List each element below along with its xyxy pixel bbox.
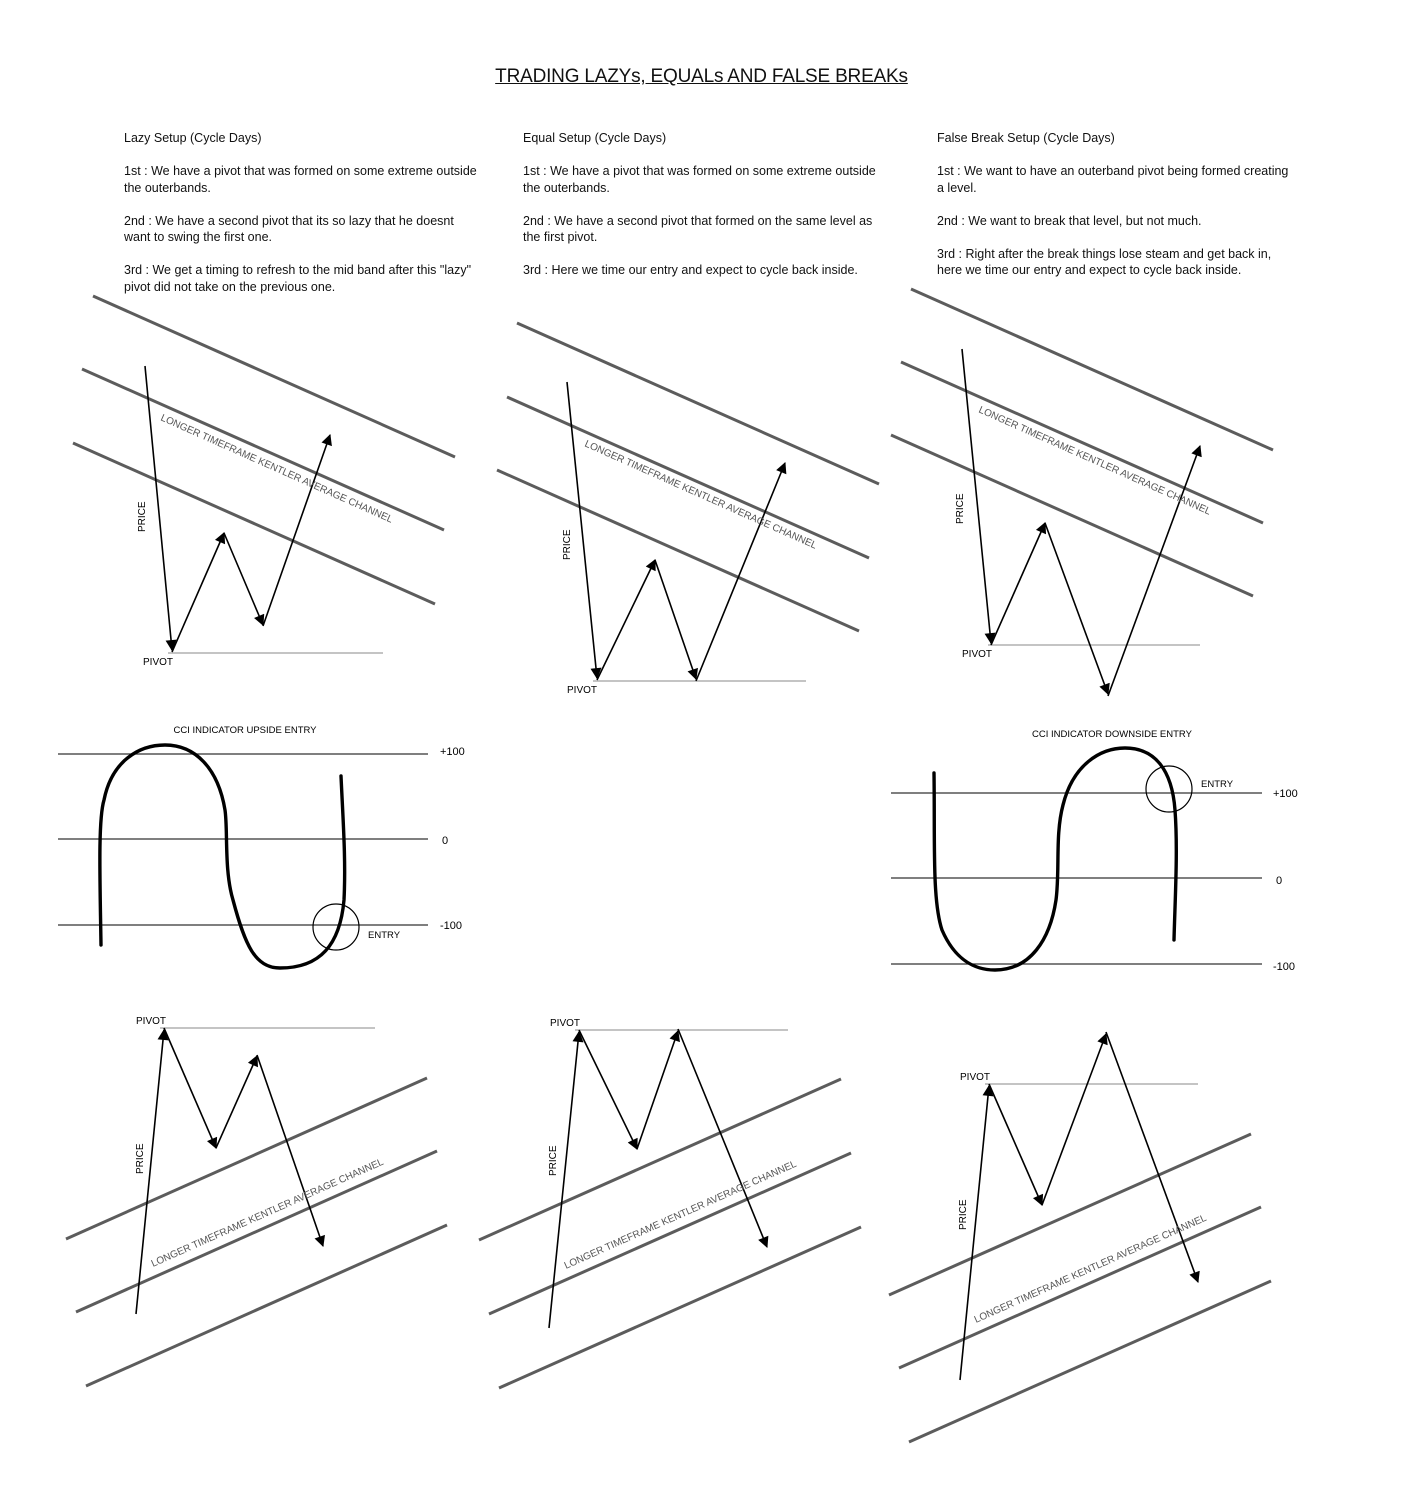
upper-band-line bbox=[517, 323, 879, 484]
cci-minus-100-label: -100 bbox=[1273, 961, 1296, 973]
price-arrow-up bbox=[549, 1032, 579, 1328]
pivot-label: PIVOT bbox=[550, 1018, 581, 1029]
entry-label: ENTRY bbox=[368, 930, 401, 941]
upper-band-line bbox=[889, 1134, 1251, 1295]
page-title: TRADING LAZYs, EQUALs AND FALSE BREAKs bbox=[495, 66, 908, 87]
keltner-channel-bands bbox=[889, 1134, 1271, 1442]
cci-zero-label: 0 bbox=[1276, 875, 1283, 887]
keltner-channel-bands bbox=[66, 1078, 447, 1386]
channel-label: LONGER TIMEFRAME KENTLER AVERAGE CHANNEL bbox=[158, 412, 395, 526]
keltner-channel-bands bbox=[891, 289, 1273, 596]
price-arrow-down bbox=[579, 1030, 637, 1149]
cci-upside-title: CCI INDICATOR UPSIDE ENTRY bbox=[173, 725, 317, 736]
cci-curve bbox=[100, 745, 345, 968]
cci-curve bbox=[934, 748, 1176, 970]
equal-step-1: 1st : We have a pivot that was formed on some extreme outside the outerbands. bbox=[523, 164, 876, 195]
equal-step-2: 2nd : We have a second pivot that formed on the same level as the first pivot. bbox=[523, 213, 873, 244]
false-break-uptrend-diagram bbox=[889, 1032, 1271, 1442]
price-arrow-down bbox=[989, 1084, 1042, 1205]
lower-band-line bbox=[73, 443, 435, 604]
channel-label: LONGER TIMEFRAME KENTLER AVERAGE CHANNEL bbox=[582, 438, 819, 552]
false-break-step-1: 1st : We want to have an outerband pivot being formed creating a level. bbox=[937, 164, 1289, 195]
cci-minus-100-label: -100 bbox=[440, 920, 463, 932]
pivot-label: PIVOT bbox=[567, 685, 598, 696]
pivot-label: PIVOT bbox=[143, 657, 174, 668]
middle-band-line bbox=[76, 1151, 437, 1312]
price-arrow-up bbox=[991, 523, 1045, 645]
upper-band-line bbox=[93, 296, 455, 457]
keltner-channel-bands bbox=[497, 323, 879, 631]
price-arrow-up bbox=[172, 533, 224, 652]
price-arrow-up bbox=[1042, 1034, 1106, 1205]
equal-downtrend-diagram bbox=[497, 323, 879, 696]
middle-band-line bbox=[899, 1207, 1261, 1368]
keltner-channel-bands bbox=[73, 296, 455, 604]
cci-downside-panel bbox=[891, 729, 1298, 973]
false-break-step-2: 2nd : We want to break that level, but not much. bbox=[937, 213, 1202, 228]
cci-plus-100-label: +100 bbox=[440, 746, 465, 758]
lower-band-line bbox=[86, 1225, 447, 1386]
price-arrow-up bbox=[597, 560, 655, 680]
lazy-setup-heading: Lazy Setup (Cycle Days) bbox=[124, 131, 262, 145]
middle-band-line bbox=[489, 1153, 851, 1314]
equal-step-3: 3rd : Here we time our entry and expect to cycle back inside. bbox=[523, 263, 858, 277]
lower-band-line bbox=[909, 1281, 1271, 1442]
price-label: PRICE bbox=[955, 493, 966, 524]
price-arrow-down bbox=[164, 1028, 216, 1148]
price-arrow-down bbox=[962, 349, 991, 643]
pivot-label: PIVOT bbox=[962, 649, 993, 660]
cci-level-lines bbox=[58, 754, 428, 925]
entry-label: ENTRY bbox=[1201, 779, 1234, 790]
pivot-label: PIVOT bbox=[136, 1016, 167, 1027]
lazy-step-2: 2nd : We have a second pivot that its so lazy that he doesnt want to swing the first one. bbox=[124, 213, 454, 244]
false-break-step-3: 3rd : Right after the break things lose steam and get back in, here we time our entry and expect to cycle back inside. bbox=[937, 246, 1272, 277]
price-label: PRICE bbox=[548, 1145, 559, 1176]
lower-band-line bbox=[499, 1227, 861, 1388]
price-label: PRICE bbox=[958, 1199, 969, 1230]
channel-label: LONGER TIMEFRAME KENTLER AVERAGE CHANNEL bbox=[972, 1212, 1209, 1326]
lazy-step-3: 3rd : We get a timing to refresh to the mid band after this "lazy" pivot did not take on the previous one. bbox=[124, 263, 472, 294]
entry-circle bbox=[313, 904, 359, 950]
lower-band-line bbox=[497, 470, 859, 631]
price-label: PRICE bbox=[135, 1143, 146, 1174]
cci-plus-100-label: +100 bbox=[1273, 788, 1298, 800]
price-label: PRICE bbox=[562, 529, 573, 560]
equal-setup-heading: Equal Setup (Cycle Days) bbox=[523, 131, 667, 145]
price-arrow-down bbox=[224, 533, 263, 625]
upper-band-line bbox=[479, 1079, 841, 1240]
upper-band-line bbox=[66, 1078, 427, 1239]
lower-band-line bbox=[891, 435, 1253, 596]
price-label: PRICE bbox=[137, 501, 148, 532]
channel-label: LONGER TIMEFRAME KENTLER AVERAGE CHANNEL bbox=[562, 1158, 799, 1272]
upper-band-line bbox=[911, 289, 1273, 450]
price-arrow-up bbox=[216, 1056, 257, 1148]
false-break-setup-heading: False Break Setup (Cycle Days) bbox=[937, 131, 1115, 145]
keltner-channel-bands bbox=[479, 1079, 861, 1388]
channel-label: LONGER TIMEFRAME KENTLER AVERAGE CHANNEL bbox=[976, 404, 1213, 518]
cci-upside-panel bbox=[58, 725, 465, 968]
pivot-label: PIVOT bbox=[960, 1072, 991, 1083]
entry-circle bbox=[1146, 766, 1192, 812]
cci-downside-title: CCI INDICATOR DOWNSIDE ENTRY bbox=[1032, 729, 1192, 740]
price-arrow-down bbox=[655, 560, 696, 679]
lazy-downtrend-diagram bbox=[73, 296, 455, 668]
false-break-downtrend-diagram bbox=[891, 289, 1273, 696]
lazy-uptrend-diagram bbox=[66, 1016, 447, 1386]
lazy-step-1: 1st : We have a pivot that was formed on some extreme outside the outerbands. bbox=[124, 164, 477, 195]
price-arrow-up bbox=[637, 1031, 678, 1149]
channel-label: LONGER TIMEFRAME KENTLER AVERAGE CHANNEL bbox=[149, 1156, 386, 1270]
price-arrow-down bbox=[1045, 523, 1108, 694]
equal-uptrend-diagram bbox=[479, 1018, 861, 1388]
cci-zero-label: 0 bbox=[442, 835, 449, 847]
